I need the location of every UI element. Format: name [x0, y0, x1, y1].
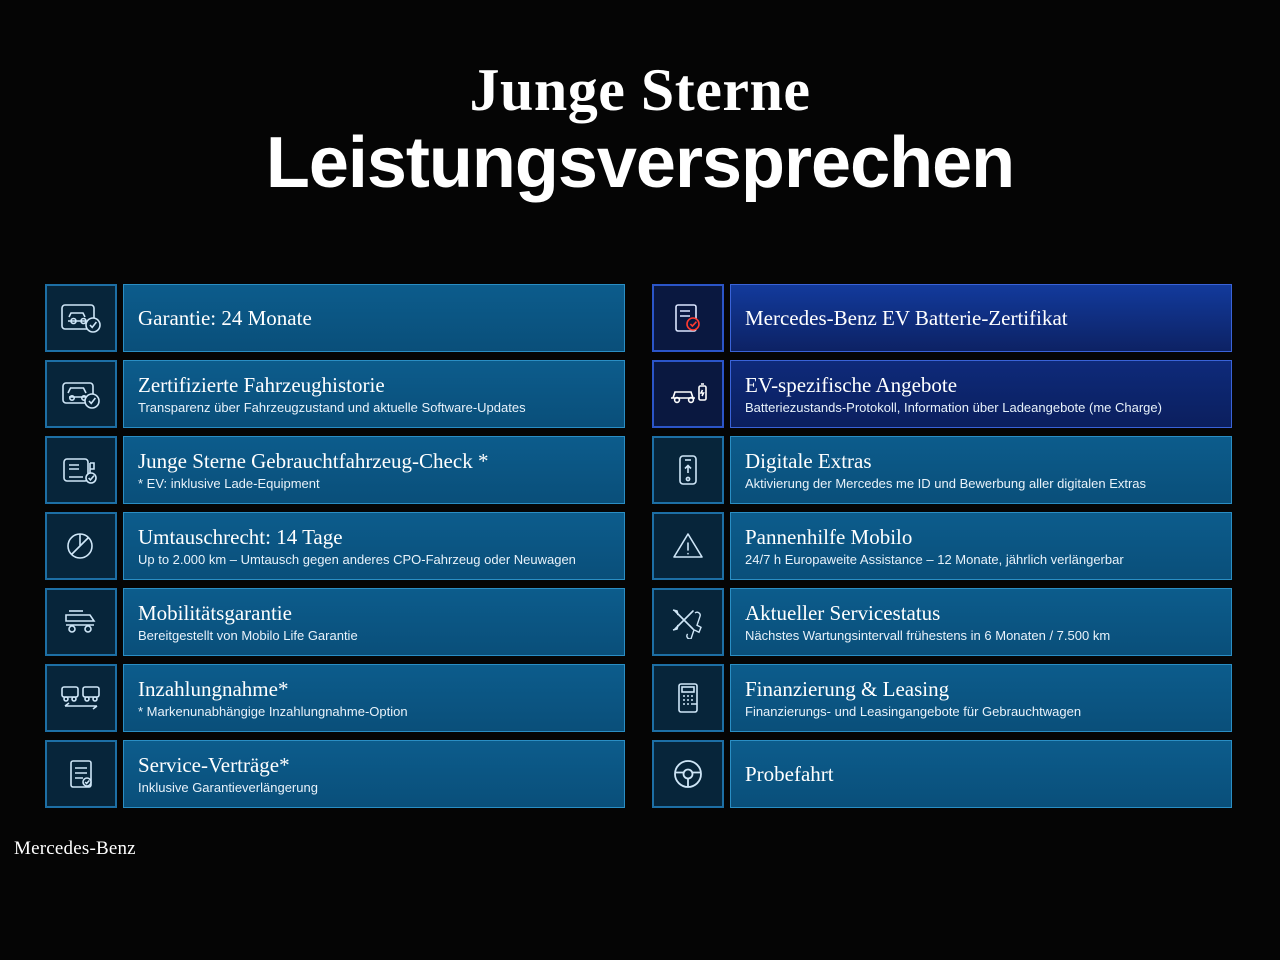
- feature-subtitle: Inklusive Garantieverlängerung: [138, 779, 318, 795]
- feature-title: Service-Verträge*: [138, 752, 290, 777]
- feature-row: [652, 664, 1232, 732]
- feature-row: [45, 588, 625, 656]
- feature-row: [45, 664, 625, 732]
- feature-label: [123, 740, 625, 808]
- feature-label: [730, 512, 1232, 580]
- feature-title: Digitale Extras: [745, 448, 872, 473]
- certified-history-icon: [45, 360, 117, 428]
- roadside-assistance-icon: [652, 512, 724, 580]
- feature-subtitle: * Markenunabhängige Inzahlungnahme-Option: [138, 703, 408, 719]
- feature-subtitle: Finanzierungs- und Leasingangebote für Gebrauchtwagen: [745, 703, 1082, 719]
- right-feature-column: [652, 284, 1232, 816]
- financing-leasing-icon: [652, 664, 724, 732]
- feature-subtitle: Up to 2.000 km – Umtausch gegen anderes CPO-Fahrzeug oder Neuwagen: [138, 551, 576, 567]
- mobility-guarantee-icon: [45, 588, 117, 656]
- left-feature-column: [45, 284, 625, 816]
- exchange-right-icon: [45, 512, 117, 580]
- feature-title: Mercedes-Benz EV Batterie-Zertifikat: [745, 305, 1068, 330]
- feature-row: [45, 512, 625, 580]
- brand-wordmark: Mercedes-Benz: [14, 838, 136, 859]
- feature-label: [730, 360, 1232, 428]
- feature-subtitle: * EV: inklusive Lade-Equipment: [138, 475, 320, 491]
- feature-row: [45, 740, 625, 808]
- feature-subtitle: Aktivierung der Mercedes me ID und Bewerbung aller digitalen Extras: [745, 475, 1147, 491]
- car-warranty-icon: [45, 284, 117, 352]
- feature-label: [123, 664, 625, 732]
- feature-row: [652, 588, 1232, 656]
- trade-in-icon: [45, 664, 117, 732]
- feature-title: EV-spezifische Angebote: [745, 372, 958, 397]
- feature-row: [652, 284, 1232, 352]
- feature-label: [123, 284, 625, 352]
- feature-row: [45, 360, 625, 428]
- feature-title: Zertifizierte Fahrzeughistorie: [138, 372, 385, 397]
- feature-label: [730, 588, 1232, 656]
- feature-label: [123, 588, 625, 656]
- vehicle-check-icon: [45, 436, 117, 504]
- feature-subtitle: 24/7 h Europaweite Assistance – 12 Monate, jährlich verlängerbar: [745, 551, 1124, 567]
- feature-title: Inzahlungnahme*: [138, 676, 289, 701]
- page-title-line2: Leistungsversprechen: [265, 123, 1015, 203]
- service-status-icon: [652, 588, 724, 656]
- feature-row: [652, 512, 1232, 580]
- feature-label: [730, 284, 1232, 352]
- battery-certificate-icon: [652, 284, 724, 352]
- digital-extras-icon: [652, 436, 724, 504]
- feature-subtitle: Nächstes Wartungsintervall frühestens in 6 Monaten / 7.500 km: [745, 627, 1111, 643]
- feature-subtitle: Transparenz über Fahrzeugzustand und aktuelle Software-Updates: [138, 399, 526, 415]
- feature-title: Pannenhilfe Mobilo: [745, 524, 913, 549]
- feature-title: Umtauschrecht: 14 Tage: [138, 524, 343, 549]
- feature-label: [123, 360, 625, 428]
- page-title-line1: Junge Sterne: [469, 57, 811, 123]
- feature-label: [123, 436, 625, 504]
- title-block: [0, 58, 1280, 202]
- feature-label: [730, 664, 1232, 732]
- feature-title: Finanzierung & Leasing: [745, 676, 950, 701]
- test-drive-icon: [652, 740, 724, 808]
- feature-row: [652, 360, 1232, 428]
- feature-row: [45, 284, 625, 352]
- service-contract-icon: [45, 740, 117, 808]
- feature-row: [652, 740, 1232, 808]
- feature-subtitle: Bereitgestellt von Mobilo Life Garantie: [138, 627, 358, 643]
- feature-subtitle: Batteriezustands-Protokoll, Information über Ladeangebote (me Charge): [745, 399, 1162, 415]
- feature-title: Probefahrt: [745, 761, 834, 786]
- feature-title: Aktueller Servicestatus: [745, 600, 941, 625]
- feature-label: [730, 436, 1232, 504]
- feature-row: [652, 436, 1232, 504]
- feature-title: Garantie: 24 Monate: [138, 305, 312, 330]
- feature-title: Junge Sterne Gebrauchtfahrzeug-Check *: [138, 448, 489, 473]
- feature-label: [123, 512, 625, 580]
- feature-title: Mobilitätsgarantie: [138, 600, 292, 625]
- feature-label: [730, 740, 1232, 808]
- ev-offers-icon: [652, 360, 724, 428]
- feature-row: [45, 436, 625, 504]
